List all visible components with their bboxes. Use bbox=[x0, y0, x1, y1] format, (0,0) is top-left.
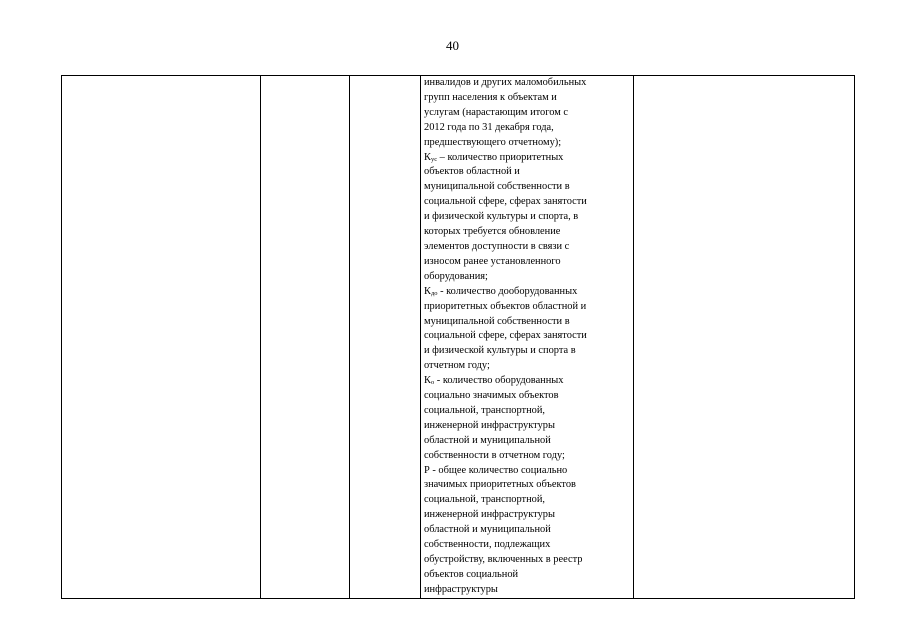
line-text: предшествующего отчетному); bbox=[424, 136, 562, 148]
line-text: инвалидов и других маломобильных bbox=[424, 77, 587, 88]
text-line bbox=[424, 434, 632, 449]
line-text: инфраструктуры bbox=[424, 583, 498, 595]
text-line bbox=[424, 359, 632, 374]
text-line bbox=[424, 389, 632, 404]
line-text: – количество приоритетных bbox=[437, 151, 564, 163]
text-line bbox=[424, 240, 632, 255]
line-text: оборудования; bbox=[424, 270, 488, 282]
variable-symbol: К bbox=[424, 285, 431, 297]
text-line bbox=[424, 300, 632, 315]
text-line bbox=[424, 91, 632, 106]
text-line bbox=[424, 151, 632, 166]
line-text: и физической культуры и спорта, в bbox=[424, 211, 579, 223]
text-line bbox=[424, 523, 632, 538]
text-line bbox=[424, 195, 632, 210]
text-line bbox=[424, 464, 632, 479]
line-text: областной и муниципальной bbox=[424, 434, 551, 446]
text-line bbox=[424, 538, 632, 553]
text-line bbox=[424, 568, 632, 583]
line-text: износом ранее установленного bbox=[424, 255, 561, 267]
text-line bbox=[424, 404, 632, 419]
table-cell-2 bbox=[261, 76, 350, 599]
line-text: и физической культуры и спорта в bbox=[424, 345, 576, 357]
line-text: отчетном году; bbox=[424, 360, 490, 372]
line-text: собственности, подлежащих bbox=[424, 539, 551, 551]
line-text: областной и муниципальной bbox=[424, 524, 551, 536]
text-line bbox=[424, 493, 632, 508]
text-line bbox=[424, 374, 632, 389]
text-line bbox=[424, 344, 632, 359]
text-line bbox=[424, 315, 632, 330]
text-line bbox=[424, 121, 632, 136]
line-text: которых требуется обновление bbox=[424, 226, 561, 238]
line-text: инженерной инфраструктуры bbox=[424, 419, 555, 431]
variable-subscript: ус bbox=[430, 155, 438, 163]
variable-symbol: К bbox=[424, 151, 431, 163]
table-cell-formula-description bbox=[421, 76, 634, 599]
line-text: социальной сфере, сферах занятости bbox=[424, 196, 587, 208]
line-text: социальной, транспортной, bbox=[424, 404, 545, 416]
line-text: обустройству, включенных в реестр bbox=[424, 554, 583, 565]
line-text: объектов областной и bbox=[424, 166, 520, 178]
variable-symbol: К bbox=[424, 375, 431, 387]
formula-description-text bbox=[424, 76, 632, 598]
text-line bbox=[424, 419, 632, 434]
line-text: 2012 года по 31 декабря года, bbox=[424, 121, 554, 133]
line-text: социальной сфере, сферах занятости bbox=[424, 330, 587, 342]
line-text: - количество дооборудованных bbox=[437, 285, 578, 297]
text-line bbox=[424, 553, 632, 568]
line-text: муниципальной собственности в bbox=[424, 315, 570, 327]
text-line bbox=[424, 76, 632, 91]
text-line bbox=[424, 329, 632, 344]
table-row bbox=[62, 76, 855, 599]
line-text: собственности в отчетном году; bbox=[424, 449, 565, 461]
line-text: значимых приоритетных объектов bbox=[424, 479, 576, 491]
variable-subscript: о bbox=[430, 379, 435, 387]
line-text: социально значимых объектов bbox=[424, 390, 559, 402]
text-line bbox=[424, 508, 632, 523]
indicator-table bbox=[61, 75, 855, 599]
line-text: элементов доступности в связи с bbox=[424, 240, 570, 252]
line-text: объектов социальной bbox=[424, 568, 519, 580]
text-line bbox=[424, 449, 632, 464]
line-text: социальной, транспортной, bbox=[424, 494, 545, 506]
table-cell-3 bbox=[350, 76, 421, 599]
text-line bbox=[424, 165, 632, 180]
line-text: муниципальной собственности в bbox=[424, 181, 570, 193]
text-line bbox=[424, 106, 632, 121]
table-cell-5 bbox=[634, 76, 855, 599]
line-text: услугам (нарастающим итогом с bbox=[424, 106, 569, 118]
text-line bbox=[424, 180, 632, 195]
variable-subscript: до bbox=[430, 289, 438, 297]
text-line bbox=[424, 225, 632, 240]
text-line bbox=[424, 255, 632, 270]
text-line bbox=[424, 136, 632, 151]
line-text: - количество оборудованных bbox=[434, 375, 564, 387]
text-line bbox=[424, 583, 632, 598]
line-text: групп населения к объектам и bbox=[424, 91, 557, 103]
text-line bbox=[424, 478, 632, 493]
table-cell-1 bbox=[62, 76, 261, 599]
line-text: Р - общее количество социально bbox=[424, 464, 568, 476]
line-text: приоритетных объектов областной и bbox=[424, 300, 587, 312]
text-line bbox=[424, 270, 632, 285]
page-number: 40 bbox=[446, 38, 459, 53]
text-line bbox=[424, 210, 632, 225]
text-line bbox=[424, 285, 632, 300]
line-text: инженерной инфраструктуры bbox=[424, 509, 555, 521]
